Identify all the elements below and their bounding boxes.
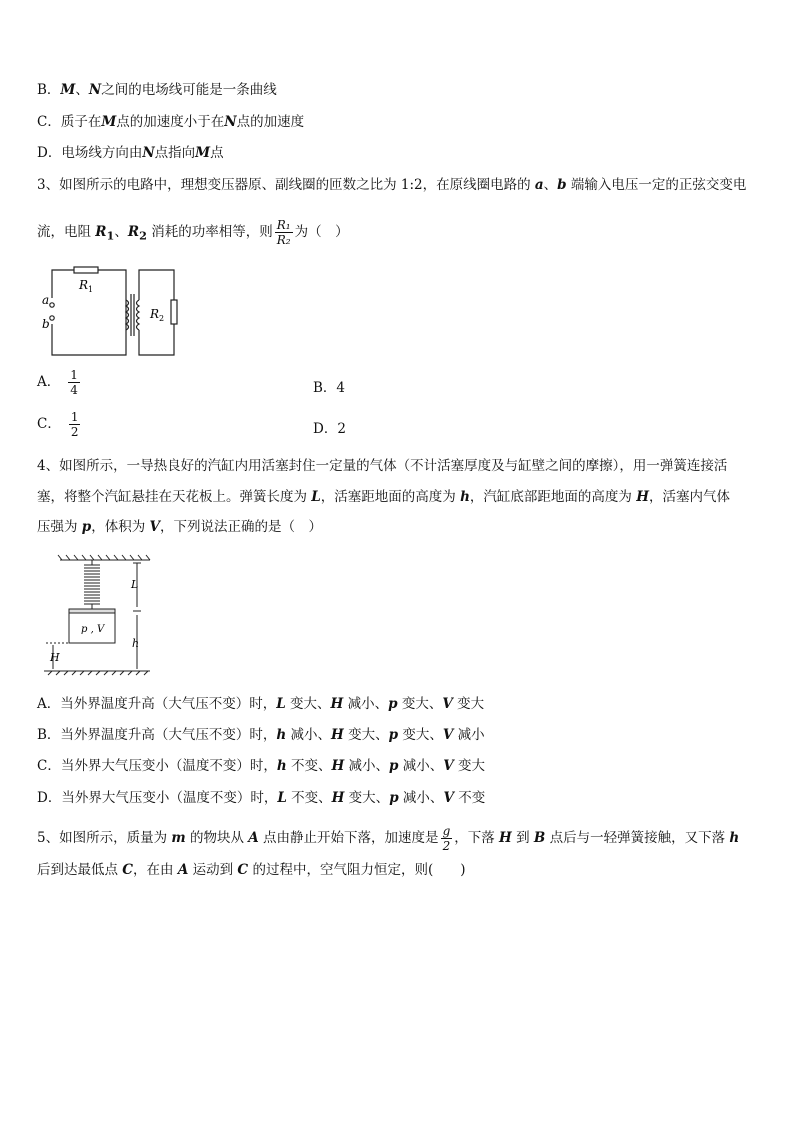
q5-stem-line1: 5、如图所示，质量为 m 的物块从 A 点由静止开始下落，加速度是 $\frac{g}{2}$ ，下落 H 到 B 点后与一轻弹簧接触，又下落 h [37, 824, 740, 853]
q4-option-c: C．当外界大气压变小（温度不变）时，h 不变、H 减小、p 减小、V 变大 [37, 758, 486, 774]
q3-option-d: D．2 [313, 421, 346, 437]
fig-label-L: L [131, 578, 139, 591]
fig-label-H: H [50, 651, 60, 664]
q2-option-c: C．质子在M点的加速度小于在N点的加速度 [37, 114, 305, 130]
q4-option-a: A．当外界温度升高（大气压不变）时，L 变大、H 减小、p 变大、V 变大 [37, 696, 485, 712]
q4-stem-line1: 4、如图所示，一导热良好的汽缸内用活塞封住一定量的气体（不计活塞厚度及与缸壁之间的摩擦），用一弹簧连接活 [37, 458, 728, 474]
q3-stem-line2: 流，电阻 $R_1$、$R_2$ 消耗的功率相等，则 $\frac{\text{R₁}}{\text{R₂}}$ 为（ ） [37, 218, 349, 247]
q3-option-a: A． $\frac{1}{4}$ [37, 368, 78, 397]
fig-terminal-a: a [42, 293, 50, 307]
q4-cylinder-spring-figure [40, 553, 158, 678]
q4-stem-line3: 压强为 p，体积为 V，下列说法正确的是（ ） [37, 519, 323, 535]
q4-option-b: B．当外界温度升高（大气压不变）时，h 减小、H 变大、p 变大、V 减小 [37, 727, 485, 743]
q4-option-d: D．当外界大气压变小（温度不变）时，L 不变、H 变大、p 减小、V 不变 [37, 790, 486, 806]
q3-stem-line1: 3、如图所示的电路中，理想变压器原、副线圈的匝数之比为 1:2，在原线圈电路的 a、b 端输入电压一定的正弦交变电 [37, 177, 747, 193]
q2-option-d: D．电场线方向由N点指向M点 [37, 145, 224, 161]
fig-r1-label: $R_1$ [79, 278, 94, 294]
fig-label-pv: p , V [81, 624, 105, 635]
fig-label-h: h [132, 637, 140, 650]
q2-option-b: B．M、N之间的电场线可能是一条曲线 [37, 82, 277, 98]
q3-option-b: B．4 [313, 380, 346, 396]
q3-ratio-fraction: $\frac{\text{R₁}}{\text{R₂}}$ [276, 218, 291, 247]
q3-transformer-circuit-figure [38, 262, 188, 362]
q4-stem-line2: 塞，将整个汽缸悬挂在天花板上。弹簧长度为 L，活塞距地面的高度为 h，汽缸底部距地面的高度为 H，活塞内气体 [37, 489, 730, 505]
fig-r2-label: $R_2$ [150, 307, 165, 323]
q5-stem-line2: 后到达最低点 C，在由 A 运动到 C 的过程中，空气阻力恒定，则( ) [37, 862, 466, 878]
q5-acceleration-fraction: $\frac{g}{2}$ [442, 824, 451, 853]
fig-terminal-b: b [42, 317, 50, 331]
q3-option-c: C． $\frac{1}{2}$ [37, 410, 79, 439]
